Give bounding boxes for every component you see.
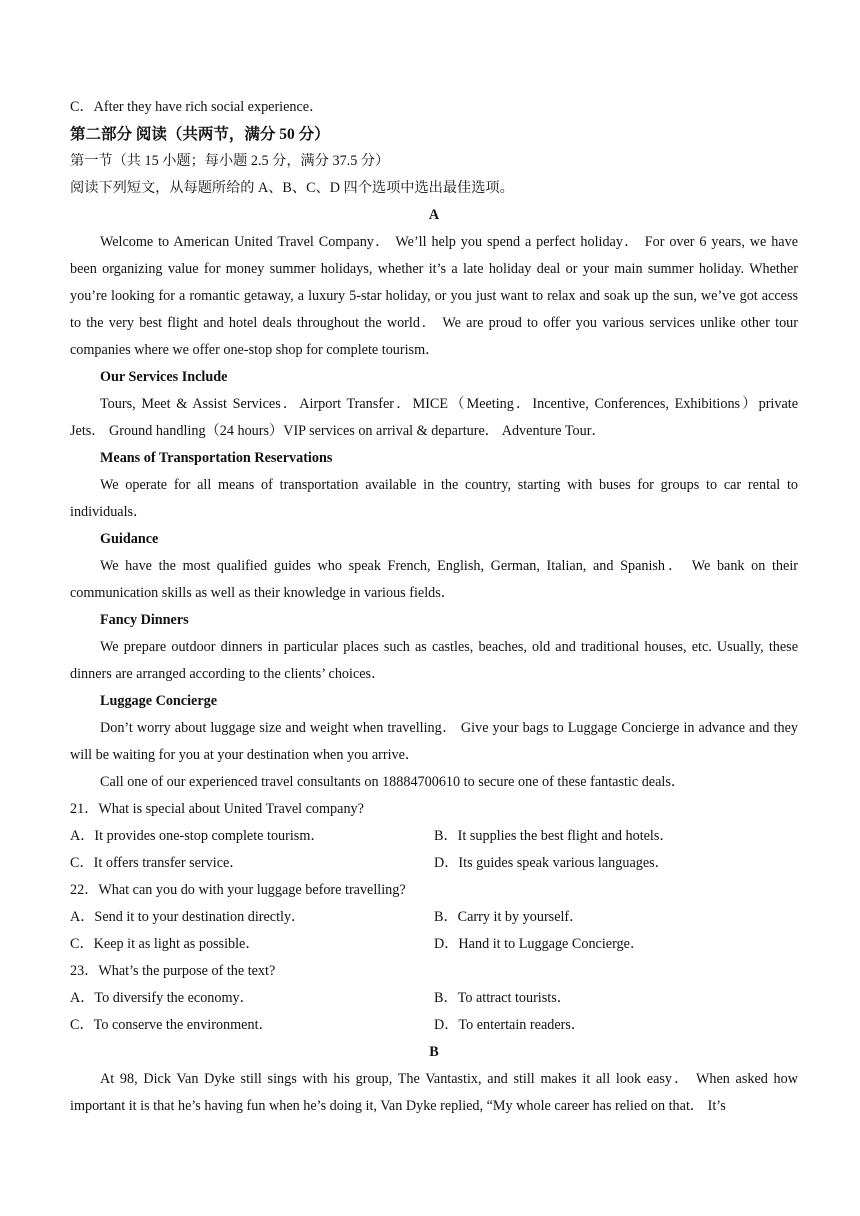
services-text: Tours, Meet & Assist Services．Airport Transfer．MICE（Meeting．Incentive, Conferences, Exhibitions）private Jets． Ground handling（24 hours）VIP services on arrival & departure． Adventure Tour． [70, 396, 798, 439]
part-title: 第二部分 阅读（共两节，满分 50 分） [70, 126, 330, 143]
passage-b-intro: At 98, Dick Van Dyke still sings with his group, The Vantastix, and still makes it all look easy． When asked how important it is that he’s having fun when he’s doing it, Van Dyke replied, “My whole career has relied on that． It’s [70, 1071, 798, 1114]
option-a: A．To diversify the economy． [70, 990, 254, 1006]
luggage-text: Don’t worry about luggage size and weight when travelling． Give your bags to Luggage Concierge in advance and they will be waiting for you at your destination when you arrive． [70, 720, 798, 763]
option-c: C．Keep it as light as possible． [70, 936, 260, 952]
option-a: A．Send it to your destination directly． [70, 909, 306, 925]
question-23-options-row-2 [70, 1012, 798, 1039]
option-d: D．Hand it to Luggage Concierge． [434, 936, 645, 952]
question-22-options-row-1 [70, 904, 798, 931]
option-b: B．Carry it by yourself． [434, 909, 584, 925]
option-a: A．It provides one-stop complete tourism． [70, 828, 325, 844]
question-22-options-row-2 [70, 931, 798, 958]
document-page [70, 94, 798, 1120]
guidance-heading: Guidance [100, 531, 159, 547]
question-21-options-row-1 [70, 823, 798, 850]
passage-a-intro: Welcome to American United Travel Company． We’ll help you spend a perfect holiday． For over 6 years, we have been organizing value for money summer holidays, whether it’s a late holiday deal or your main summer holiday. Whether you’re looking for a romantic getaway, a luxury 5-star holiday, or you just want to relax and soak up the sun, we’ve got access to the very best flight and hotel deals throughout the world． We are proud to offer you various services unlike other tour companies where we offer one-stop shop for complete tourism． [70, 234, 798, 358]
question-21-options-row-2 [70, 850, 798, 877]
services-heading: Our Services Include [100, 369, 228, 385]
dinners-heading: Fancy Dinners [100, 612, 189, 628]
option-b: B．It supplies the best flight and hotels． [434, 828, 674, 844]
option-d: D．Its guides speak various languages． [434, 855, 669, 871]
section-note: 第一节（共 15 小题；每小题 2.5 分，满分 37.5 分） [70, 153, 390, 169]
question-23-options-row-1 [70, 985, 798, 1012]
question-21-stem: 21．What is special about United Travel company? [70, 801, 364, 817]
option-c: C．It offers transfer service． [70, 855, 244, 871]
guidance-text: We have the most qualified guides who speak French, English, German, Italian, and Spanish． We bank on their communication skills as well as their knowledge in various fields． [70, 558, 798, 601]
transport-heading: Means of Transportation Reservations [100, 450, 333, 466]
option-b: B．To attract tourists． [434, 990, 571, 1006]
option-d: D．To entertain readers． [434, 1017, 586, 1033]
passage-b-letter: B [429, 1044, 439, 1060]
previous-option-c: C．After they have rich social experience． [70, 99, 324, 115]
luggage-heading: Luggage Concierge [100, 693, 218, 709]
call-text: Call one of our experienced travel consultants on 18884700610 to secure one of these fantastic deals． [100, 774, 686, 790]
dinners-text: We prepare outdoor dinners in particular places such as castles, beaches, old and traditional houses, etc. Usually, these dinners are arranged according to the clients’ choices． [70, 639, 798, 682]
passage-a-letter: A [428, 207, 440, 223]
question-22-stem: 22．What can you do with your luggage before travelling? [70, 882, 406, 898]
option-c: C．To conserve the environment． [70, 1017, 273, 1033]
question-23-stem: 23．What’s the purpose of the text? [70, 963, 276, 979]
transport-text: We operate for all means of transportation available in the country, starting with buses for groups to car rental to individuals． [70, 477, 798, 520]
instruction: 阅读下列短文，从每题所给的 A、B、C、D 四个选项中选出最佳选项。 [70, 180, 514, 196]
